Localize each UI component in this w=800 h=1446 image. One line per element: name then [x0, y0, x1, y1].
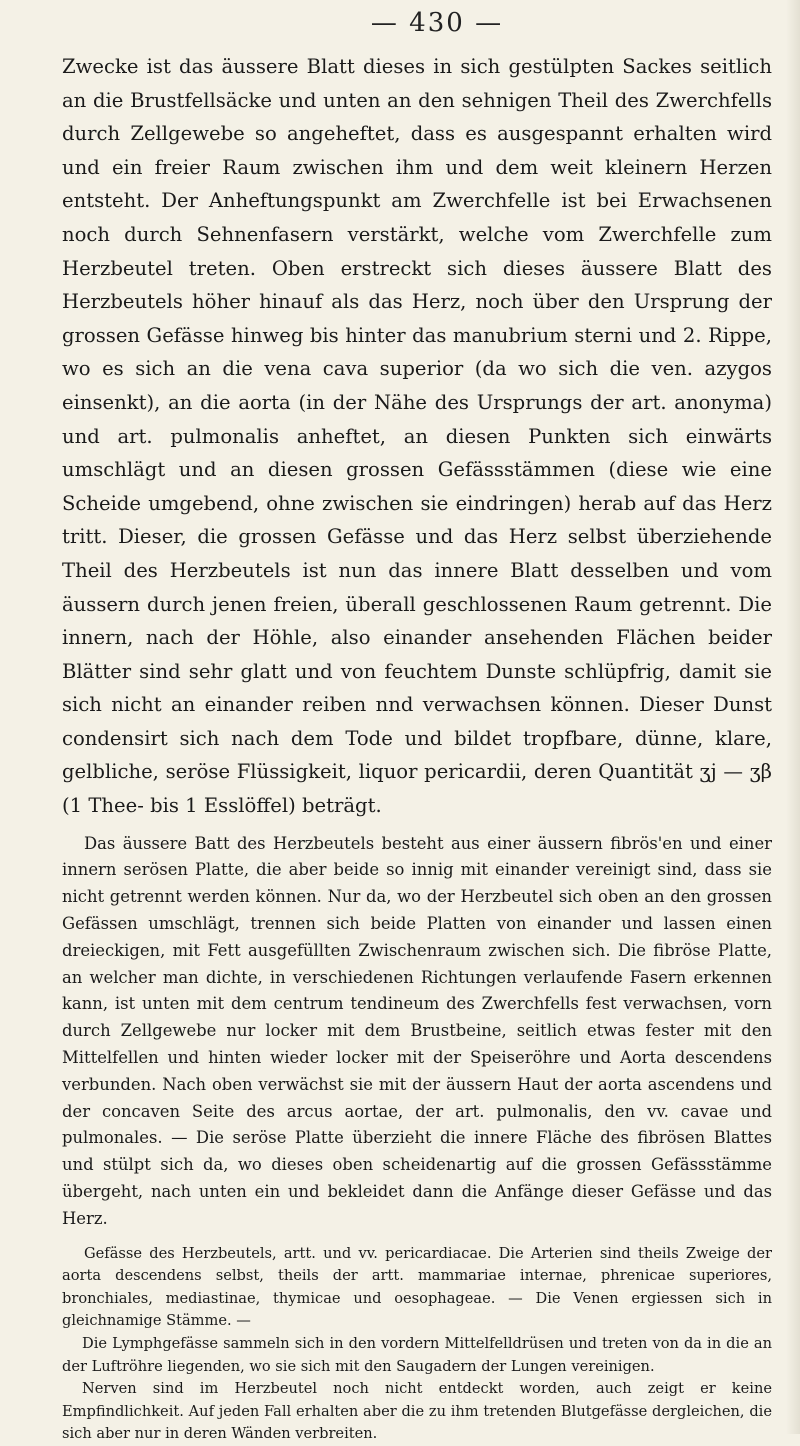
small-print-paragraph — [62, 831, 772, 1233]
small-print-text: Das äussere Batt des Herzbeutels besteht aus einer äussern fibrös'en und einer innern serösen Platte, die aber beide so innig mit einander vereinigt sind, dass sie nicht getrennt werden können. Nur da, wo der Herzbeutel sich oben an den grossen Gefässen umschlägt, trennen sich beide Platten von einander und lassen einen dreieckigen, mit Fett ausgefüllten Zwischenraum zwischen sich. Die fibröse Platte, an welcher man dichte, in verschiedenen Richtungen verlaufende Fasern erkennen kann, ist unten mit dem centrum tendineum des Zwerchfells fest verwachsen, vorn durch Zellgewebe nur locker mit dem Brustbeine, seitlich etwas fester mit den Mittelfellen und hinten wieder locker mit der Speiseröhre und Aorta descendens verbunden. Nach oben verwächst sie mit der äussern Haut der aorta ascendens und der concaven Seite des arcus aortae, der art. pulmonalis, den vv. cavae und pulmonales. — Die seröse Platte überzieht die innere Fläche des fibrösen Blattes und stülpt sich da, wo dieses oben scheidenartig auf die grossen Gefässstämme übergeht, nach unten ein und bekleidet dann die Anfänge dieser Gefässe und das Herz. — [62, 833, 772, 1228]
page-edge-shadow — [786, 0, 800, 1434]
notes-block — [62, 1243, 772, 1446]
main-paragraph: Zwecke ist das äussere Blatt dieses in sich gestülpten Sackes seitlich an die Brustfellsäcke und unten an den sehnigen Theil des Zwerchfells durch Zellgewebe so angeheftet, dass es ausgespannt erhalten wird und ein freier Raum zwischen ihm und dem weit kleinern Herzen entsteht. Der Anheftungspunkt am Zwerchfelle ist bei Erwachsenen noch durch Sehnenfasern verstärkt, welche vom Zwerchfelle zum Herzbeutel treten. Oben erstreckt sich dieses äussere Blatt des Herzbeutels höher hinauf als das Herz, noch über den Ursprung der grossen Gefässe hinweg bis hinter das manubrium sterni und 2. Rippe, wo es sich an die vena cava superior (da wo sich die ven. azygos einsenkt), an die aorta (in der Nähe des Ursprungs der art. anonyma) und art. pulmonalis anheftet, an diesen Punkten sich einwärts umschlägt und an diesen grossen Gefässstämmen (diese wie eine Scheide umgebend, ohne zwischen sie eindringen) herab auf das Herz tritt. Dieser, die grossen Gefässe und das Herz selbst überziehende Theil des Herzbeutels ist nun das innere Blatt desselben und vom äussern durch jenen freien, überall geschlossenen Raum getrennt. Die innern, nach der Höhle, also einander ansehenden Flächen beider Blätter sind sehr glatt und von feuchtem Dunste schlüpfrig, damit sie sich nicht an einander reiben nnd verwachsen können. Dieser Dunst condensirt sich nach dem Tode und bildet tropfbare, dünne, klare, gelbliche, seröse Flüssigkeit, liquor pericardii, deren Quantität ʒj — ʒβ (1 Thee- bis 1 Esslöffel) beträgt. — [62, 55, 772, 818]
note-vessels: Gefässe des Herzbeutels, artt. und vv. pericardiacae. Die Arterien sind theils Zweige der aorta descendens selbst, theils der artt. mammariae internae, phrenicae superiores, bronchiales, mediastinae, thymicae und oesophageae. — Die Venen ergiessen sich in gleichnamige Stämme. — — [62, 1244, 772, 1330]
note-nerves: Nerven sind im Herzbeutel noch nicht entdeckt worden, auch zeigt er keine Empfindlichkeit. Auf jeden Fall erhalten aber die zu ihm tretenden Blutgefässe dergleichen, die sich aber nur in deren Wänden verbreiten. — [62, 1380, 772, 1443]
note-lymph: Die Lymphgefässe sammeln sich in den vordern Mittelfelldrüsen und treten von da in die an der Luftröhre liegenden, wo sie sich mit den Saugadern der Lungen vereinigen. — [62, 1334, 772, 1375]
page-number: — 430 — — [370, 8, 504, 38]
